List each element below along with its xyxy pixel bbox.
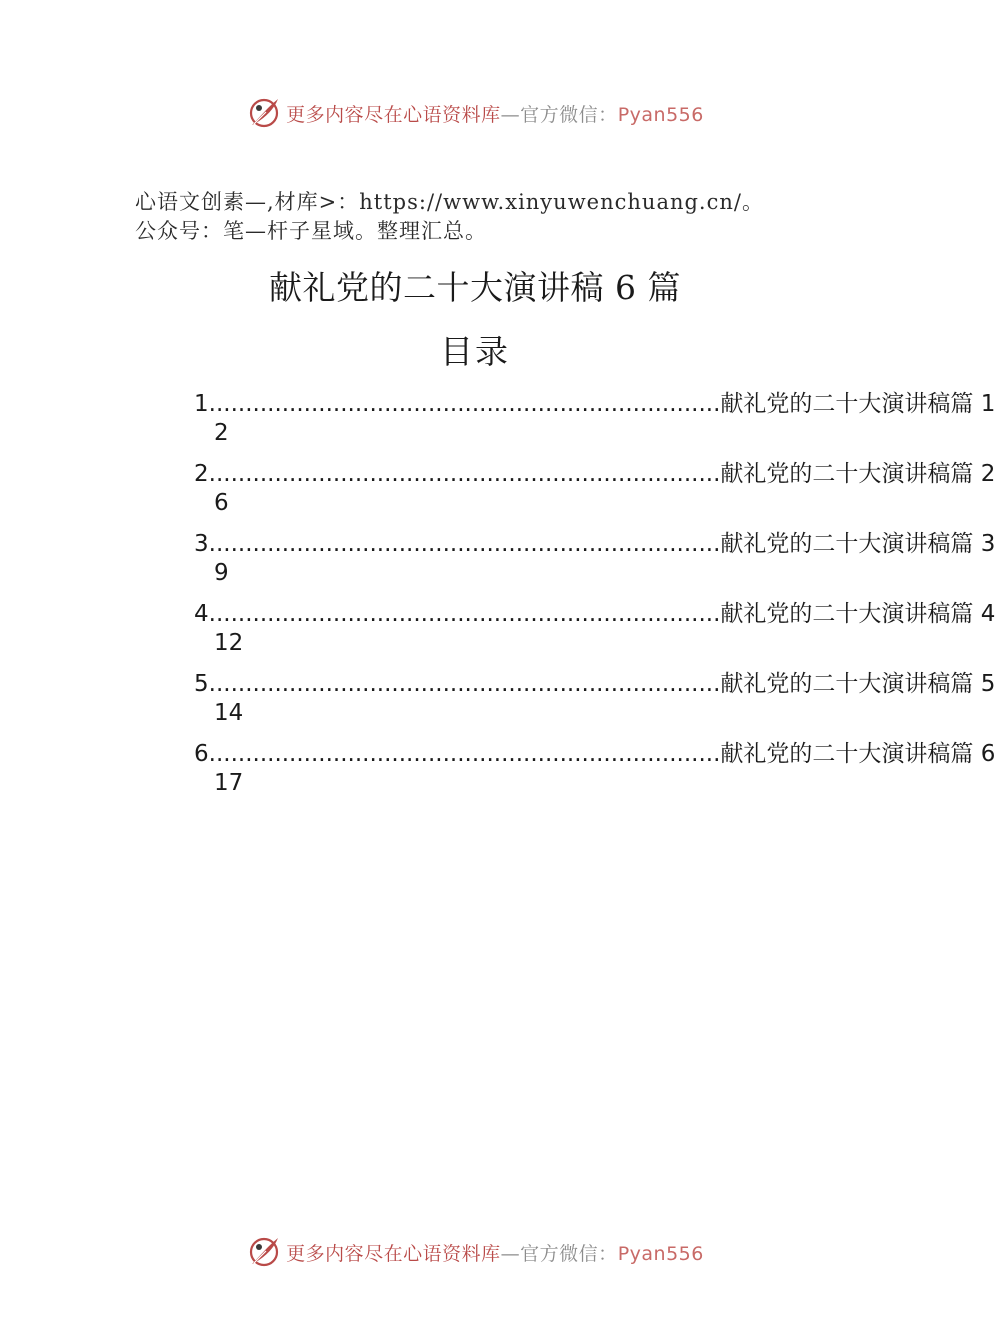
toc-entry[interactable] — [194, 600, 995, 670]
banner-text — [286, 1239, 704, 1266]
source-info — [135, 188, 764, 246]
toc-entry-text: 献礼党的二十大演讲稿篇 2 — [720, 461, 995, 487]
header-banner — [0, 93, 950, 133]
toc-entry-number: 5 — [194, 671, 209, 697]
toc-entry-number: 1 — [194, 391, 209, 417]
banner-account: Pyan556 — [617, 103, 704, 126]
toc-entry-text: 献礼党的二十大演讲稿篇 4 — [720, 601, 995, 627]
toc-entry-page: 14 — [214, 700, 244, 726]
toc-entry-line — [194, 390, 995, 419]
toc-entry[interactable] — [194, 740, 995, 810]
banner-gray-text: —官方微信： — [500, 1242, 618, 1265]
toc-entry-number: 3 — [194, 531, 209, 557]
toc-entry[interactable] — [194, 390, 995, 460]
toc-entry-number: 2 — [194, 461, 209, 487]
toc-entry-text: 献礼党的二十大演讲稿篇 5 — [720, 671, 995, 697]
toc-entry-line — [194, 530, 995, 559]
footer-banner-content — [246, 1234, 704, 1270]
toc-entry-text: 献礼党的二十大演讲稿篇 3 — [720, 531, 995, 557]
source-line-1: 心语文创素—,材库>：https://www.xinyuwenchuang.cn/。 — [135, 190, 764, 214]
toc-entry-line — [194, 600, 995, 629]
toc-entry-line — [194, 740, 995, 769]
toc-entry-page: 9 — [214, 560, 229, 586]
toc-entry-line — [194, 460, 995, 489]
toc-entry[interactable] — [194, 670, 995, 740]
quill-pen-circle-icon — [246, 95, 282, 131]
toc-entry-leader: ...................................................................... — [208, 671, 721, 697]
toc-heading: 目录 — [440, 332, 510, 371]
toc-entry-leader: ...................................................................... — [208, 461, 721, 487]
toc-entry-page: 17 — [214, 770, 244, 796]
header-banner-content — [246, 95, 704, 131]
toc-entry-page: 12 — [214, 630, 244, 656]
footer-banner — [0, 1232, 950, 1272]
banner-red-text: 更多内容尽在心语资料库 — [286, 1242, 501, 1265]
toc-entry-text: 献礼党的二十大演讲稿篇 6 — [720, 741, 995, 767]
table-of-contents — [194, 390, 995, 810]
toc-entry-leader: ...................................................................... — [208, 741, 721, 767]
banner-red-text: 更多内容尽在心语资料库 — [286, 103, 501, 126]
toc-entry[interactable] — [194, 530, 995, 600]
toc-entry-page: 6 — [214, 490, 229, 516]
document-title: 献礼党的二十大演讲稿 6 篇 — [269, 268, 681, 307]
toc-entry-line — [194, 670, 995, 699]
toc-entry-number: 6 — [194, 741, 209, 767]
toc-entry-page: 2 — [214, 420, 229, 446]
toc-entry-leader: ...................................................................... — [208, 531, 721, 557]
toc-entry-leader: ...................................................................... — [208, 601, 721, 627]
toc-entry[interactable] — [194, 460, 995, 530]
banner-text — [286, 100, 704, 127]
toc-entry-leader: ...................................................................... — [208, 391, 721, 417]
toc-entry-text: 献礼党的二十大演讲稿篇 1 — [720, 391, 995, 417]
source-line-2: 公众号：笔—杆子星域。整理汇总。 — [135, 219, 487, 243]
quill-pen-circle-icon — [246, 1234, 282, 1270]
banner-account: Pyan556 — [617, 1242, 704, 1265]
toc-entry-number: 4 — [194, 601, 209, 627]
banner-gray-text: —官方微信： — [500, 103, 618, 126]
